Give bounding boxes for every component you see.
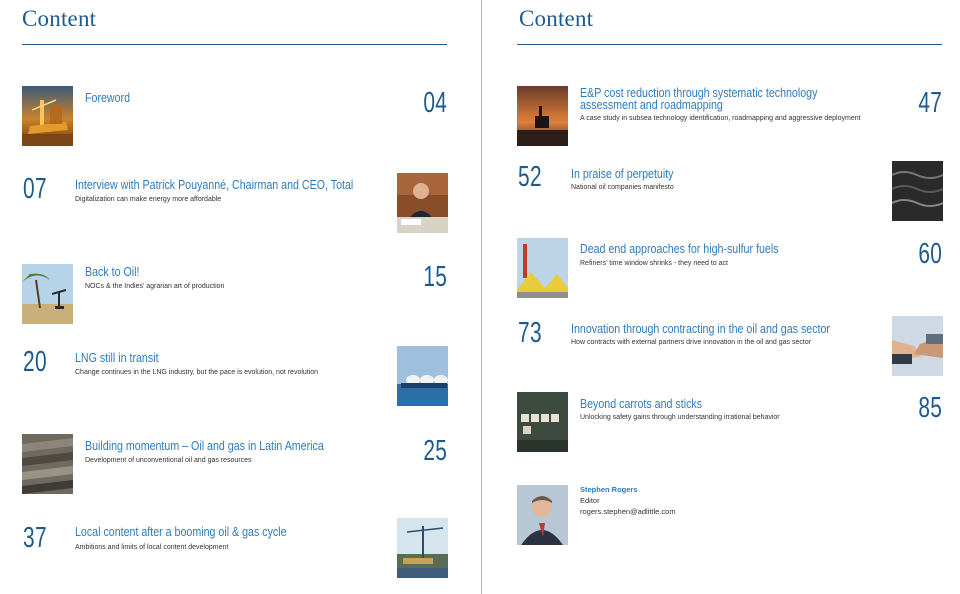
lng-tanker-photo (397, 346, 448, 406)
page-number: 20 (23, 346, 47, 378)
oil-pumpjack-field-photo (22, 264, 73, 324)
offshore-rig-sunset-photo (517, 86, 568, 146)
page-number: 60 (918, 238, 942, 270)
toc-subtitle: A case study in subsea technology identification, roadmapping and aggressive deployment (580, 115, 861, 122)
page-divider (481, 0, 482, 594)
toc-subtitle: Refiners’ time window shrinks - they need to act (580, 260, 728, 267)
toc-subtitle: Change continues in the LNG industry, but the pace is evolution, not revolution (75, 369, 319, 376)
right-page (483, 0, 960, 594)
toc-title: Building momentum – Oil and gas in Latin America (85, 438, 324, 453)
sulfur-piles-refinery-photo (517, 238, 568, 298)
toc-title: Back to Oil! (85, 264, 140, 279)
page-number: 85 (918, 392, 942, 424)
toc-title: Foreword (85, 90, 131, 105)
rock-layers-photo (22, 434, 73, 494)
shipyard-crane-photo (397, 518, 448, 578)
page-number: 25 (423, 435, 447, 467)
executive-portrait-photo (397, 173, 448, 233)
page-number: 04 (423, 87, 447, 119)
oil-platform-night-photo (22, 86, 73, 146)
toc-subtitle: Development of unconventional oil and gas resources (85, 457, 252, 464)
letter-blocks-photo (517, 392, 568, 452)
toc-title: Dead end approaches for high-sulfur fuels (580, 241, 779, 256)
dark-water-waves-photo (892, 161, 943, 221)
toc-title: LNG still in transit (75, 350, 159, 365)
page-number: 07 (23, 173, 47, 205)
toc-title: Innovation through contracting in the oil and gas sector (571, 321, 830, 336)
toc-subtitle: NOCs & the Indies’ agrarian art of production (85, 283, 225, 290)
editor-portrait-photo (517, 485, 568, 545)
toc-subtitle: National oil companies manifesto (571, 184, 674, 191)
toc-subtitle: Unlocking safety gains through understanding irrational behavior (580, 414, 780, 421)
toc-subtitle: How contracts with external partners drive innovation in the oil and gas sector (571, 339, 812, 346)
handshake-photo (892, 316, 943, 376)
heading-rule (517, 44, 942, 45)
toc-title: E&P cost reduction through systematic technology assessment and roadmapping (580, 85, 818, 112)
toc-title: Interview with Patrick Pouyanné, Chairman and CEO, Total (75, 177, 354, 192)
toc-title: Beyond carrots and sticks (580, 396, 703, 411)
heading-rule (22, 44, 447, 45)
page-number: 37 (23, 522, 47, 554)
toc-subtitle: Ambitions and limits of local content development (75, 544, 229, 551)
editor-role: Editor (580, 496, 600, 505)
toc-subtitle: Digitalization can make energy more affordable (75, 196, 222, 203)
editor-name: Stephen Rogers (580, 485, 638, 494)
toc-title: Local content after a booming oil & gas cycle (75, 524, 287, 539)
page-number: 47 (918, 87, 942, 119)
toc-title: In praise of perpetuity (571, 166, 674, 181)
page-number: 52 (518, 161, 542, 193)
page-number: 73 (518, 317, 542, 349)
editor-email[interactable]: rogers.stephen@adlittle.com (580, 507, 676, 516)
page-number: 15 (423, 261, 447, 293)
page-heading: Content (519, 6, 594, 31)
page-heading: Content (22, 6, 97, 31)
